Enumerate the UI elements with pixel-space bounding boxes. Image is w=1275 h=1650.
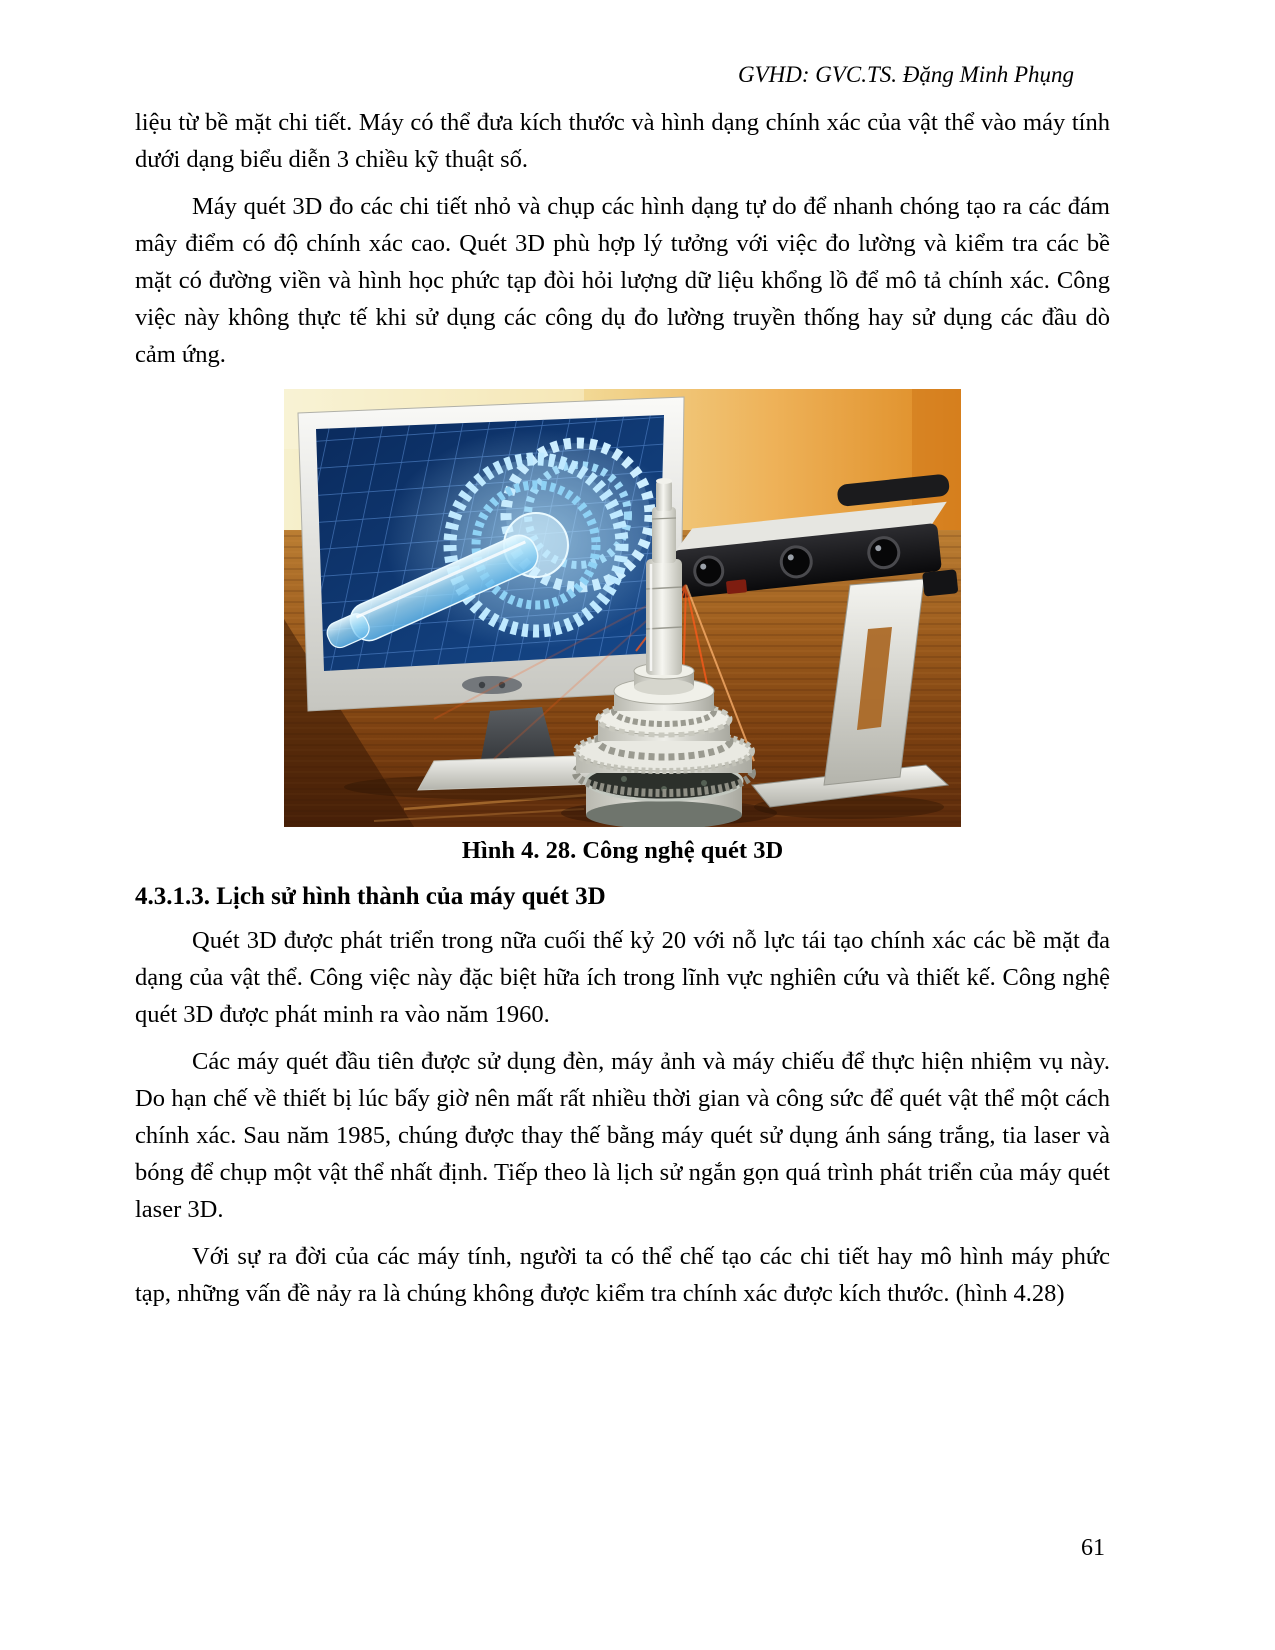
paragraph: Quét 3D được phát triển trong nữa cuối thế kỷ 20 với nỗ lực tái tạo chính xác các bề mặt đa dạng của vật thể. Công việc này đặc biệt hữa ích trong lĩnh vực nghiên cứu và thiết kế. Công nghệ quét 3D được phát minh ra vào năm 1960. bbox=[135, 927, 1110, 1028]
figure-3d-scanning bbox=[135, 389, 1110, 866]
paragraph: Với sự ra đời của các máy tính, người ta có thể chế tạo các chi tiết hay mô hình máy phức tạp, những vấn đề nảy ra là chúng không được kiểm tra chính xác được kích thước. (hình 4.28) bbox=[135, 1243, 1110, 1307]
paragraph: Máy quét 3D đo các chi tiết nhỏ và chụp các hình dạng tự do để nhanh chóng tạo ra các đám mây điểm có độ chính xác cao. Quét 3D phù hợp lý tưởng với việc đo lường và kiểm tra các bề mặt có đường viền và hình học phức tạp đòi hỏi lượng dữ liệu khổng lồ để mô tả chính xác. Công việc này không thực tế khi sử dụng các công dụ đo lường truyền thống hay sử dụng các đầu dò cảm ứng. bbox=[135, 193, 1110, 368]
figure-image bbox=[284, 389, 961, 827]
running-header: GVHD: GVC.TS. Đặng Minh Phụng bbox=[737, 62, 1074, 87]
page-number: 61 bbox=[1081, 1535, 1105, 1561]
paragraph: liệu từ bề mặt chi tiết. Máy có thể đưa kích thước và hình dạng chính xác của vật thể vào máy tính dưới dạng biểu diễn 3 chiều kỹ thuật số. bbox=[135, 109, 1110, 173]
paragraph: Các máy quét đầu tiên được sử dụng đèn, máy ảnh và máy chiếu để thực hiện nhiệm vụ này. Do hạn chế về thiết bị lúc bấy giờ nên mất rất nhiều thời gian và công sức để quét vật thể một cách chính xác. Sau năm 1985, chúng được thay thế bằng máy quét sử dụng ánh sáng trắng, tia laser và bóng để chụp một vật thể nhất định. Tiếp theo là lịch sử ngắn gọn quá trình phát triển của máy quét laser 3D. bbox=[135, 1048, 1110, 1223]
page-content bbox=[135, 60, 1110, 1322]
section-heading: 4.3.1.3. Lịch sử hình thành của máy quét 3D bbox=[135, 883, 606, 910]
cad-screen bbox=[304, 409, 684, 689]
figure-caption: Hình 4. 28. Công nghệ quét 3D bbox=[461, 837, 784, 864]
